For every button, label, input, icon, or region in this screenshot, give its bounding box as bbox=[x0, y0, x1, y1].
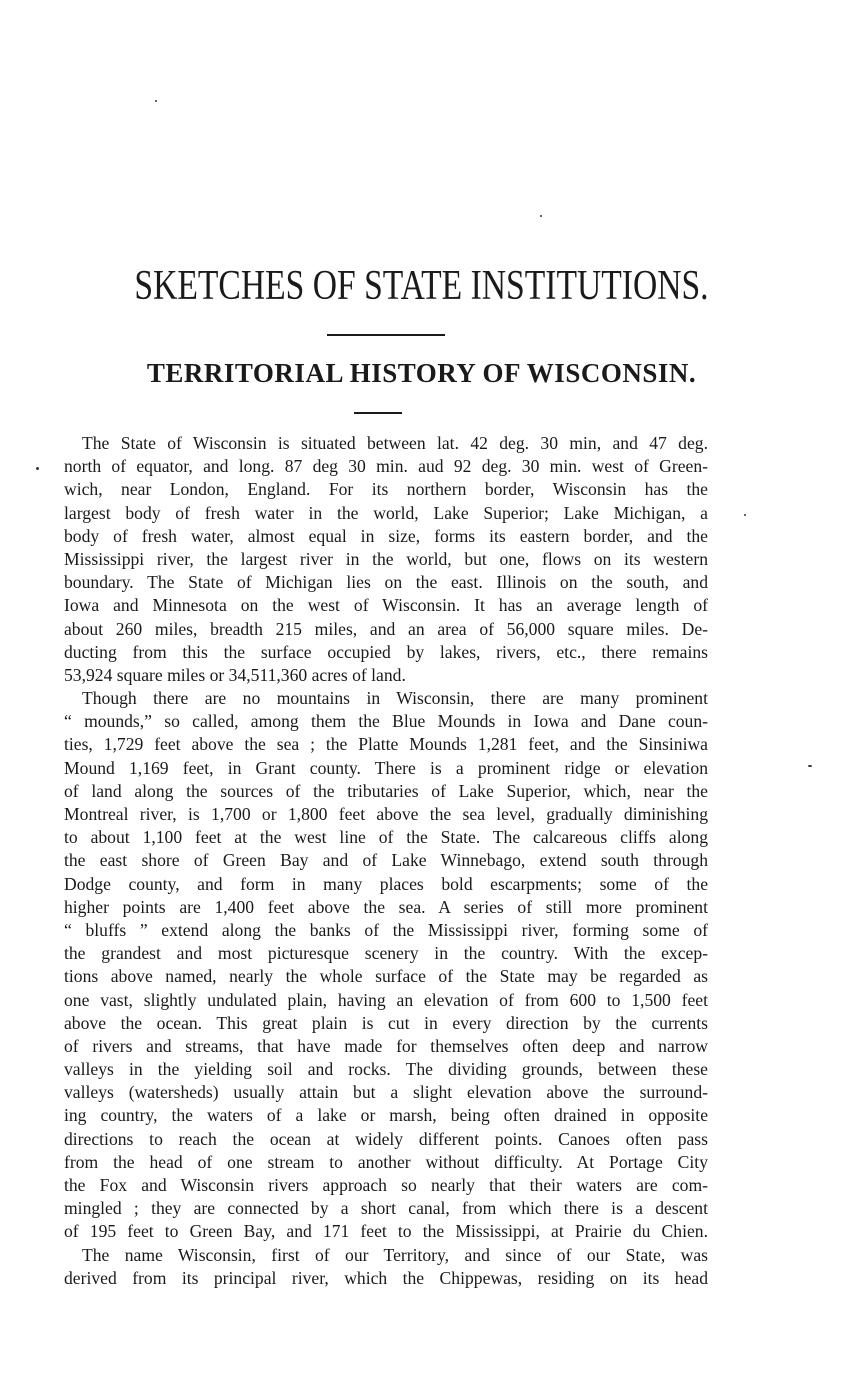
text-line: about 260 miles, breadth 215 miles, and an area of 56,000 square miles. De- bbox=[64, 618, 708, 639]
print-speck bbox=[155, 100, 157, 102]
section-heading: TERRITORIAL HISTORY OF WISCONSIN. bbox=[146, 358, 697, 388]
text-line: ducting from this the surface occupied by lakes, rivers, etc., there remains bbox=[64, 641, 708, 662]
text-line: to about 1,100 feet at the west line of the State. The calcareous cliffs along bbox=[64, 827, 708, 848]
text-line: above the ocean. This great plain is cut in every direction by the currents bbox=[64, 1012, 708, 1033]
body-text bbox=[64, 432, 708, 1290]
text-line: 53,924 square miles or 34,511,360 acres of land. bbox=[64, 664, 406, 685]
title-divider bbox=[327, 334, 445, 336]
text-line: one vast, slightly undulated plain, having an elevation of from 600 to 1,500 feet bbox=[64, 989, 708, 1010]
text-line: of rivers and streams, that have made for themselves often deep and narrow bbox=[64, 1035, 708, 1056]
text-line: boundary. The State of Michigan lies on the east. Illinois on the south, and bbox=[64, 572, 708, 593]
text-line: body of fresh water, almost equal in size, forms its eastern border, and the bbox=[64, 525, 708, 546]
text-line: Dodge county, and form in many places bold escarpments; some of the bbox=[64, 873, 708, 894]
print-speck bbox=[744, 514, 746, 516]
text-line: north of equator, and long. 87 deg 30 min. aud 92 deg. 30 min. west of Green- bbox=[64, 456, 708, 477]
text-line: Montreal river, is 1,700 or 1,800 feet above the sea level, gradually diminishing bbox=[64, 804, 708, 824]
page-title: SKETCHES OF STATE INSTITUTIONS. bbox=[134, 263, 709, 309]
text-line: Mound 1,169 feet, in Grant county. There is a prominent ridge or elevation bbox=[64, 757, 708, 778]
text-line: Iowa and Minnesota on the west of Wisconsin. It has an average length of bbox=[64, 595, 708, 616]
text-line: ing country, the waters of a lake or marsh, being often drained in opposite bbox=[64, 1105, 708, 1126]
print-speck bbox=[808, 765, 812, 767]
text-line: The name Wisconsin, first of our Territory, and since of our State, was bbox=[82, 1244, 708, 1265]
text-line: higher points are 1,400 feet above the sea. A series of still more prominent bbox=[64, 896, 708, 917]
print-speck bbox=[540, 215, 542, 217]
text-line: tions above named, nearly the whole surface of the State may be regarded as bbox=[64, 966, 708, 987]
text-line: valleys in the yielding soil and rocks. The dividing grounds, between these bbox=[64, 1059, 708, 1080]
text-line: valleys (watersheds) usually attain but a slight elevation above the surround- bbox=[64, 1082, 708, 1103]
text-line: the grandest and most picturesque scenery in the country. With the excep- bbox=[64, 943, 708, 964]
text-line: The State of Wisconsin is situated between lat. 42 deg. 30 min, and 47 deg. bbox=[82, 433, 708, 453]
text-line: “ mounds,” so called, among them the Blue Mounds in Iowa and Dane coun- bbox=[64, 711, 708, 732]
text-line: mingled ; they are connected by a short canal, from which there is a descent bbox=[64, 1198, 708, 1219]
text-line: of 195 feet to Green Bay, and 171 feet to the Mississippi, at Prairie du Chien. bbox=[64, 1221, 708, 1242]
section-divider bbox=[354, 412, 402, 414]
text-line: from the head of one stream to another without difficulty. At Portage City bbox=[64, 1151, 708, 1172]
text-line: derived from its principal river, which the Chippewas, residing on its head bbox=[64, 1267, 708, 1288]
text-line: “ bluffs ” extend along the banks of the Mississippi river, forming some of bbox=[64, 919, 708, 940]
text-line: directions to reach the ocean at widely different points. Canoes often pass bbox=[64, 1128, 708, 1149]
print-speck bbox=[36, 467, 39, 470]
text-line: of land along the sources of the tributaries of Lake Superior, which, near the bbox=[64, 780, 708, 801]
text-line: Mississippi river, the largest river in the world, but one, flows on its western bbox=[64, 548, 708, 569]
text-line: largest body of fresh water in the world, Lake Superior; Lake Michigan, a bbox=[64, 502, 708, 523]
text-line: ties, 1,729 feet above the sea ; the Platte Mounds 1,281 feet, and the Sinsiniwa bbox=[64, 734, 708, 755]
text-line: Though there are no mountains in Wisconsin, there are many prominent bbox=[82, 688, 708, 709]
text-line: the east shore of Green Bay and of Lake Winnebago, extend south through bbox=[64, 850, 708, 871]
text-line: wich, near London, England. For its northern border, Wisconsin has the bbox=[64, 479, 708, 500]
text-line: the Fox and Wisconsin rivers approach so nearly that their waters are com- bbox=[64, 1175, 708, 1195]
